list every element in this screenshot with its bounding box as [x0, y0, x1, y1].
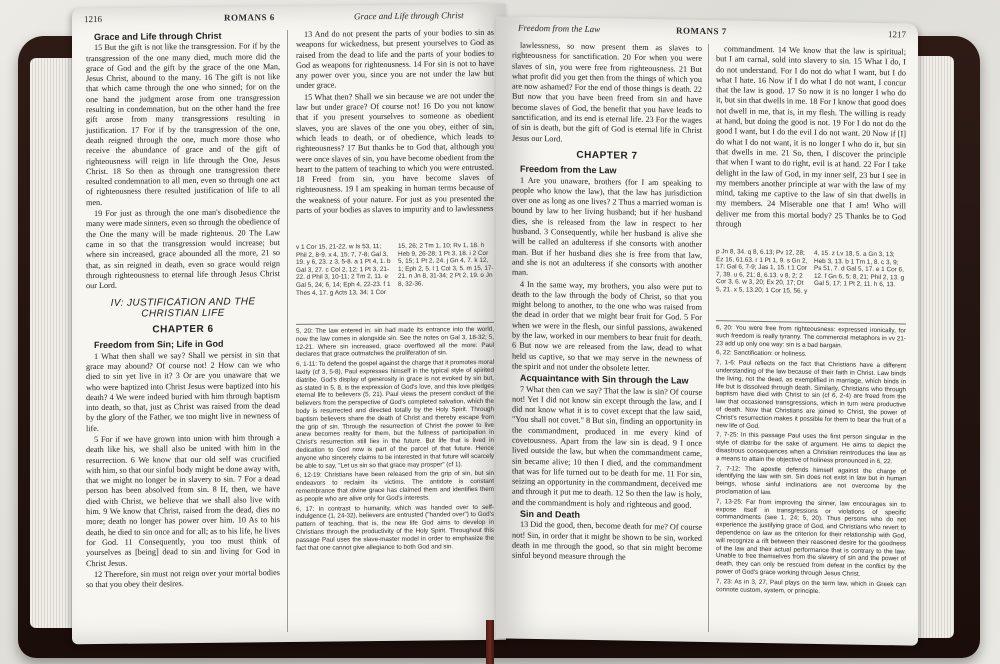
verse-paragraph: 1 Are you unaware, brothers (for I am speaking to people who know the law), that the law has jurisdiction over one as long as one lives? 2 Thus a married woman is bound by law to her living husband; but if her husband dies, she is released from the law in respect to her husband. 3 Consequently, while her husband is alive she will be called an adulteress if she consorts with another man. But if her husband dies she is free from that law, and she is not an adulteress if she consorts with another man.	[512, 175, 702, 278]
pericope-heading: Sin and Death	[520, 508, 581, 520]
left-page-edges	[30, 58, 76, 628]
book-heading: ROMANS 6	[224, 12, 275, 23]
footnote: 5, 20: The law entered in: sin had made its entrance into the world, now the law comes in alongside sin. See the notes on Gal 3, 18-32; 5, 12-21. Where sin increased, grace overflowed all the more: Paul declares that grace outmatches the proliferation of sin.	[296, 325, 494, 359]
right-column-2	[716, 44, 906, 234]
verse-paragraph: 12 Therefore, sin must not reign over your mortal bodies so that you obey their desires.	[86, 567, 280, 590]
footnote: 7, 1-6: Paul reflects on the fact that Christians have a different understanding of the law because of their faith in Christ. Law binds the living, not the dead, as exemplified in marriage, which binds in life but is dissolved through death. Similarly, Christians who through baptism have died with Christ to sin (cf 6, 2-4) are freed from the law that occasioned transgressions, which in turn were productive of death. Now that Christians are joined to Christ, the power of Christ's resurrection makes it possible for them to bear the fruit of a new life of God.	[716, 359, 906, 430]
footnote: 7, 13-25: Far from improving the sinner, law encourages sin to expose itself in transgressions or violations of specific commandments (see 1, 24; 5, 20). Thus persons who do not experience the justifying grace of God, and Christians who revert to dependence on law as the criterion for their relationship with God, will recognize a rift between their reasoned desire for the goodness of the law and their actual performance that is contrary to the law. Unable to free themselves from the slavery of sin and the power of death, they can only be rescued from defeat in the conflict by the power of God's grace working through Jesus Christ.	[716, 497, 906, 578]
footnote: 6, 17: In contrast to humanity, which was handed over to self-indulgence (1, 24-32), believers are entrusted ("handed over") to God's pattern of teaching, that is, the new life God aims to develop in Christians through the productivity of the Holy Spirit. Throughout this passage Paul uses the slave-master model in order to emphasize the fact that one cannot give allegiance to both God and sin.	[296, 503, 494, 552]
footnote: 7, 7-25: In this passage Paul uses the first person singular in the style of diatribe for the sake of argument. He aims to depict the disastrous consequences when a Christian reintroduces the law as a means to attain the objective of holiness pronounced in 6, 22.	[716, 431, 906, 465]
verse-paragraph: 19 For just as through the one man's disobedience the many were made sinners, even so through the obedience of the One the many will be made righteous. 20 The Law came in so that the transgression would increase; but where sin increased, grace abounded all the more, 21 so that, as sin reigned in death, even so grace would reign through righteousness to eternal life through Jesus Christ our Lord.	[86, 207, 280, 291]
pericope-heading: Grace and Life through Christ	[94, 30, 222, 43]
footnote: 6, 20: You were free from righteousness: expressed ironically, for such freedom is really tyranny. The commercial metaphors in vv 21-23 add up only one way: sin is a bad bargain.	[716, 324, 906, 349]
pericope-heading: Acquaintance with Sin through the Law	[520, 372, 689, 386]
page-number: 1216	[84, 13, 102, 25]
bookmark-ribbon	[486, 620, 494, 664]
footnote: 6, 1-11: To defend the gospel against the charge that it promotes moral laxity (cf 3, 5-8), Paul expresses himself in the typical style of spirited diatribe. God's display of generosity in grace is not evoked by sin but, as stated in 5, 8, is the expression of God's love, and this love pledges eternal life to believers (5, 21). Paul views the present conduct of the believers from the perspective of God's completed salvation, which the body is resurrected and directed totally by the Holy Spirit. Through baptism believers share the death of Christ and thereby escape from the grip of sin. Through the resurrection of Christ the power to live anew becomes reality for them, but the fullness of participation in Christ's resurrection still lies in the future. But life that is lived in dedication to God now is part of the parcel of that future. Hence anyone who sincerely claims to be interested in that future will scarcely be able to say, "Let us sin so that grace may prosper" (cf 1).	[296, 359, 494, 470]
right-page-edges	[918, 56, 954, 638]
verse-paragraph: 15 But the gift is not like the transgression. For if by the transgression of the one many died, much more did the grace of God and the gift by the grace of the one Man, Jesus Christ, abound to the many. 16 The gift is not like that which came through the one who sinned; for on the one hand the judgment arose from one transgression resulting in condemnation, but on the other hand the free gift arose from many transgressions resulting in justification. 17 For if by the transgression of the one, death reigned through the one, much more those who receive the abundance of grace and of the gift of righteousness will reign in life through the One, Jesus Christ. 18 So then as through one transgression there resulted condemnation to all men, even so through one act of righteousness there resulted justification of life to all men.	[86, 41, 280, 207]
right-page	[496, 16, 918, 645]
verse-paragraph: 4 In the same way, my brothers, you also were put to death to the law through the body of Christ, so that you might belong to another, to the one who was raised from the dead in order that we might bear fruit for God. 5 For when we were in the flesh, our sinful passions, awakened by the law, worked in our members to bear fruit for death. 6 But now we are released from the law, dead to what held us captive, so that we may serve in the newness of the spirit and not under the obsolete letter.	[512, 279, 702, 373]
left-column-1	[86, 30, 280, 591]
footnotes	[296, 322, 494, 554]
right-running-head	[508, 23, 906, 44]
verse-paragraph: 1 What then shall we say? Shall we persist in sin that grace may abound? Of course not! 2 How can we who died to sin yet live in it? 3 Or are you unaware that we who were baptized into Christ Jesus were baptized into his death? 4 We were indeed buried with him through baptism into death, so that, just as Christ was raised from the dead by the glory of the Father, we too might live in newness of life.	[86, 349, 280, 433]
cross-references: v 1 Cor 15, 21-22. w Is 53, 11; Phil 2, 8-9. x 4, 15; 7, 7-8; Gal 3, 19. y 6, 23. z 3, 5-8. a 1 Pt 4, 1. b Gal 3, 27. c Col 2, 12; 1 Pt 3, 21-22. d Phil 3, 10-11; 2 Tm 2, 11. e Gal 5, 24; 6, 14; Eph 4, 22-23. f 1 Thes 4, 17. g Acts 13, 34; 1 Cor 15, 26; 2 Tm 1, 10; Rv 1, 18. h Heb 9, 26-28; 1 Pt 3, 18. i 2 Cor 5, 15; 1 Pt 2, 24. j Gn 4, 7. k 12, 1; Eph 2, 5. l 1 Col 3, 5. m 15, 17-21. n Jn 8, 31-34; 2 Pt 2, 19. o Jn 8, 32-36.	[296, 241, 494, 297]
pericope-heading: Freedom from the Law	[520, 164, 617, 176]
left-page	[72, 4, 506, 645]
division-title: IV: JUSTIFICATION AND THE CHRISTIAN LIFE	[110, 296, 256, 320]
verse-paragraph: commandment. 14 We know that the law is spiritual; but I am carnal, sold into slavery to sin. 15 What I do, I do not understand. For I do not do what I want, but I do what I hate. 16 Now if I do what I do not want, I concur that the law is good. 17 So now it is no longer I who do it, but sin that dwells in me. 18 For I know that good does not dwell in me, that is, in my flesh. The willing is ready at hand, but doing the good is not. 19 For I do not do the good I want, but I do the evil I do not want. 20 Now if [I] do what I do not want, it is no longer I who do it, but sin that dwells in me. 21 So, then, I discover the principle that when I want to do right, evil is at hand. 22 For I take delight in the law of God, in my inner self, 23 but I see in my members another principle at war with the law of my mind, taking me captive to the law of sin that dwells in my members. 24 Miserable one that I am! Who will deliver me from this mortal body? 25 Thanks be to God through	[716, 44, 906, 229]
verse-paragraph: 13 And do not present the parts of your bodies to sin as weapons for wickedness, but present yourselves to God as raised from the dead to life and the parts of your bodies to God as weapons for righteousness. 14 For sin is not to have any power over you, since you are not under the law but under grace.	[296, 27, 494, 91]
verse-paragraph: 7 What then can we say? That the law is sin? Of course not! Yet I did not know sin except through the law, and I did not know what it is to covet except that the law said, "You shall not covet." 8 But sin, finding an opportunity in the commandment, produced in me every kind of covetousness. Apart from the law sin is dead. 9 I once lived outside the law, but when the commandment came, sin became alive; 10 then I died, and the commandment that was for life turned out to be death for me. 11 For sin, seizing an opportunity in the commandment, deceived me and through it put me to death. 12 So then the law is holy, and the commandment is holy and righteous and good.	[512, 384, 702, 510]
page-number: 1217	[888, 29, 906, 40]
footnotes	[716, 320, 906, 599]
column-divider	[287, 30, 288, 632]
footnote: 7, 7-12: The apostle defends himself against the charge of identifying the law with sin. Sin does not exist in law but in human beings, whose sinful inclinations are not overcome by the proclamation of law.	[716, 464, 906, 497]
column-divider	[708, 44, 709, 632]
section-heading: Grace and Life through Christ	[354, 10, 464, 22]
footnote: 6, 12-19: Christians have been released from the grip of sin, but sin endeavors to reclaim its victims. The antidote is constant remembrance that divine grace has claimed them and identifies them as people who are alive only for God's interests.	[296, 470, 494, 503]
section-heading: Freedom from the Law	[518, 22, 601, 35]
chapter-heading: CHAPTER 7	[576, 149, 638, 162]
footnote: 7, 23: As in 3, 27, Paul plays on the term law, which in Greek can connote custom, system, or principle.	[716, 577, 906, 595]
verse-paragraph: lawlessness, so now present them as slaves to righteousness for sanctification. 20 For when you were slaves of sin, you were free from righteousness. 21 But what profit did you get then from the things of which you are now ashamed? For the end of those things is death. 22 But now that you have been freed from sin and have become slaves of God, the benefit that you have leads to sanctification, and its end is eternal life. 23 For the wages of sin is death, but the gift of God is eternal life in Christ Jesus our Lord.	[512, 40, 702, 144]
footnote: 6, 22: Sanctification: or holiness.	[716, 349, 807, 359]
right-column-1	[512, 41, 702, 566]
pericope-heading: Freedom from Sin; Life in God	[94, 338, 224, 351]
chapter-heading: CHAPTER 6	[152, 323, 214, 336]
verse-paragraph: 13 Did the good, then, become death for me? Of course not! Sin, in order that it might be shown to be sin, worked death in me through the good, so that sin might become sinful beyond measure through the	[512, 520, 702, 562]
left-column-2	[296, 28, 494, 217]
left-running-head	[84, 10, 494, 28]
book-heading: ROMANS 7	[676, 25, 727, 37]
cross-references: p Jn 8, 34. q 8, 6.13; Pv 12, 28; Ez 16, 61.63. r 1 Pt 1, 9. s Gn 2, 17; Gal 6, 7-9; Jas 1, 15. t 1 Cor 7, 39. u 6, 21; 8, 6.13. v 8, 2; 2 Cor 3, 6. w 3, 20; Ex 20, 17; Dt 5, 21. x 5, 13.20; 1 Cor 15, 56. y 4, 15. z Lv 18, 5. a Gn 3, 13; Heb 3, 13. b 1 Tm 1, 8. c 3, 9; Ps 51, 7. d Gal 5, 17. e 1 Cor 6, 12. f Gn 6, 5; 8, 21; Phil 2, 13. g Gal 5, 17; 1 Pt 2, 11. h 6, 13.	[716, 248, 905, 295]
verse-paragraph: 5 For if we have grown into union with him through a death like his, we shall also be united with him in the resurrection. 6 We know that our old self was crucified with him, so that our sinful body might be done away with, that we might no longer be in slavery to sin. 7 For a dead person has been absolved from sin. 8 If, then, we have died with Christ, we believe that we shall also live with him. 9 We know that Christ, raised from the dead, dies no more; death no longer has power over him. 10 As to his death, he died to sin once and for all; as to his life, he lives for God. 11 Consequently, you too must think of yourselves as [being] dead to sin and living for God in Christ Jesus.	[86, 433, 280, 568]
verse-paragraph: 15 What then? Shall we sin because we are not under the law but under grace? Of course not! 16 Do you not know that if you present yourselves to someone as obedient slaves, you are slaves of the one you obey, either of sin, which leads to death, or of obedience, which leads to righteousness? 17 But thanks be to God that, although you were once slaves of sin, you have become obedient from the heart to the pattern of teaching to which you were entrusted. 18 Freed from sin, you have become slaves of righteousness. 19 I am speaking in human terms because of the weakness of your nature. For just as you presented the parts of your bodies as slaves to impurity and to lawlessness	[296, 90, 494, 215]
